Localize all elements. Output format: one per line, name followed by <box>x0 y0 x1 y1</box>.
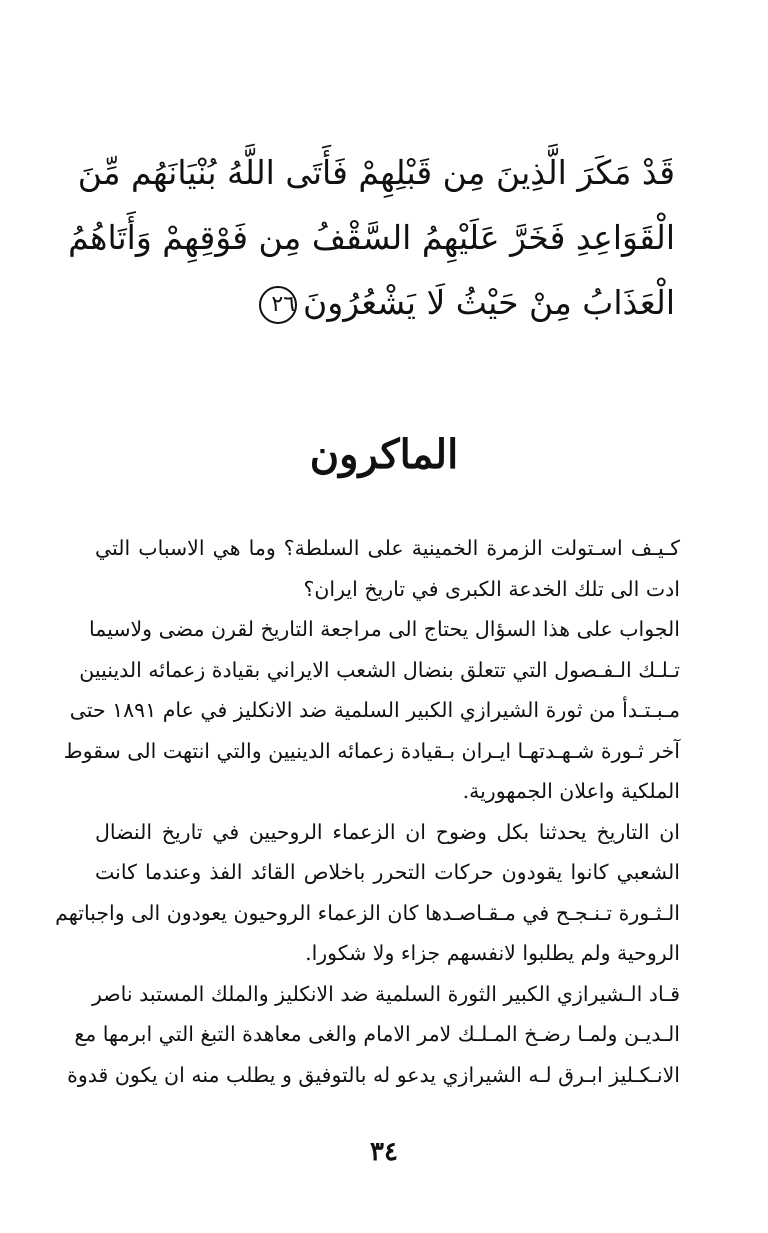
text-line: الـديـن ولمـا رضـخ المـلـك لامر الامام والغى معاهدة التبغ التي ابرمها مع <box>74 1022 680 1046</box>
chapter-title: الماكرون <box>309 431 459 478</box>
text-line: الانـكـليز ابـرق لـه الشيرازي يدعو له بالتوفيق و يطلب منه ان يكون قدوة <box>67 1062 680 1087</box>
body-text <box>55 528 680 1095</box>
text-line: الـثـورة تـنـجـح في مـقـاصـدها كان الزعماء الروحيون يعودون الى واجباتهم <box>55 900 680 925</box>
verse-line <box>95 270 675 335</box>
verse-number-marker: ٢٦ <box>259 286 297 324</box>
text-line: مـبـتـدأ من ثورة الشيرازي الكبير السلمية ضد الانكليز في عام ١٨٩١ حتى <box>69 698 680 722</box>
page-number: ٣٤ <box>370 1137 398 1167</box>
text-line: الجواب على هذا السؤال يحتاج الى مراجعة التاريخ لقرن مضى ولاسيما <box>89 617 680 641</box>
text-line: الروحية ولم يطلبوا لانفسهم جزاء ولا شكورا. <box>305 941 680 965</box>
verse-line-text: الْعَذَابُ مِنْ حَيْثُ لَا يَشْعُرُونَ <box>303 283 675 322</box>
text-line: ان التاريخ يحدثنا بكل وضوح ان الزعماء الروحيين في تاريخ النضال <box>95 819 680 844</box>
text-line: آخر ثـورة شـهـدتهـا ايـران بـقيادة زعمائه الدينيين والتي انتهت الى سقوط <box>63 738 680 763</box>
text-line: الشعبي كانوا يقودون حركات التحرر باخلاص القائد الفذ وعندما كانت <box>95 860 680 884</box>
verse-line: الْقَوَاعِدِ فَخَرَّ عَلَيْهِمُ السَّقْفُ مِن فَوْقِهِمْ وَأَتَاهُمُ <box>68 218 675 257</box>
text-line: الملكية واعلان الجمهورية. <box>462 779 680 803</box>
text-line: قـاد الـشيرازي الكبير الثورة السلمية ضد الانكليز والملك المستبد ناصر <box>91 981 680 1006</box>
quran-verse <box>68 140 675 335</box>
text-line: ادت الى تلك الخدعة الكبرى في تاريخ ايران؟ <box>303 576 680 601</box>
text-line: تـلـك الـفـصول التي تتعلق بنضال الشعب الايراني بقيادة زعمائه الدينيين <box>79 657 680 682</box>
verse-line: قَدْ مَكَرَ الَّذِينَ مِن قَبْلِهِمْ فَأَتَى اللَّهُ بُنْيَانَهُم مِّنَ <box>77 153 675 192</box>
text-line: كـيـف اسـتولت الزمرة الخمينية على السلطة؟ وما هي الاسباب التي <box>95 536 680 560</box>
